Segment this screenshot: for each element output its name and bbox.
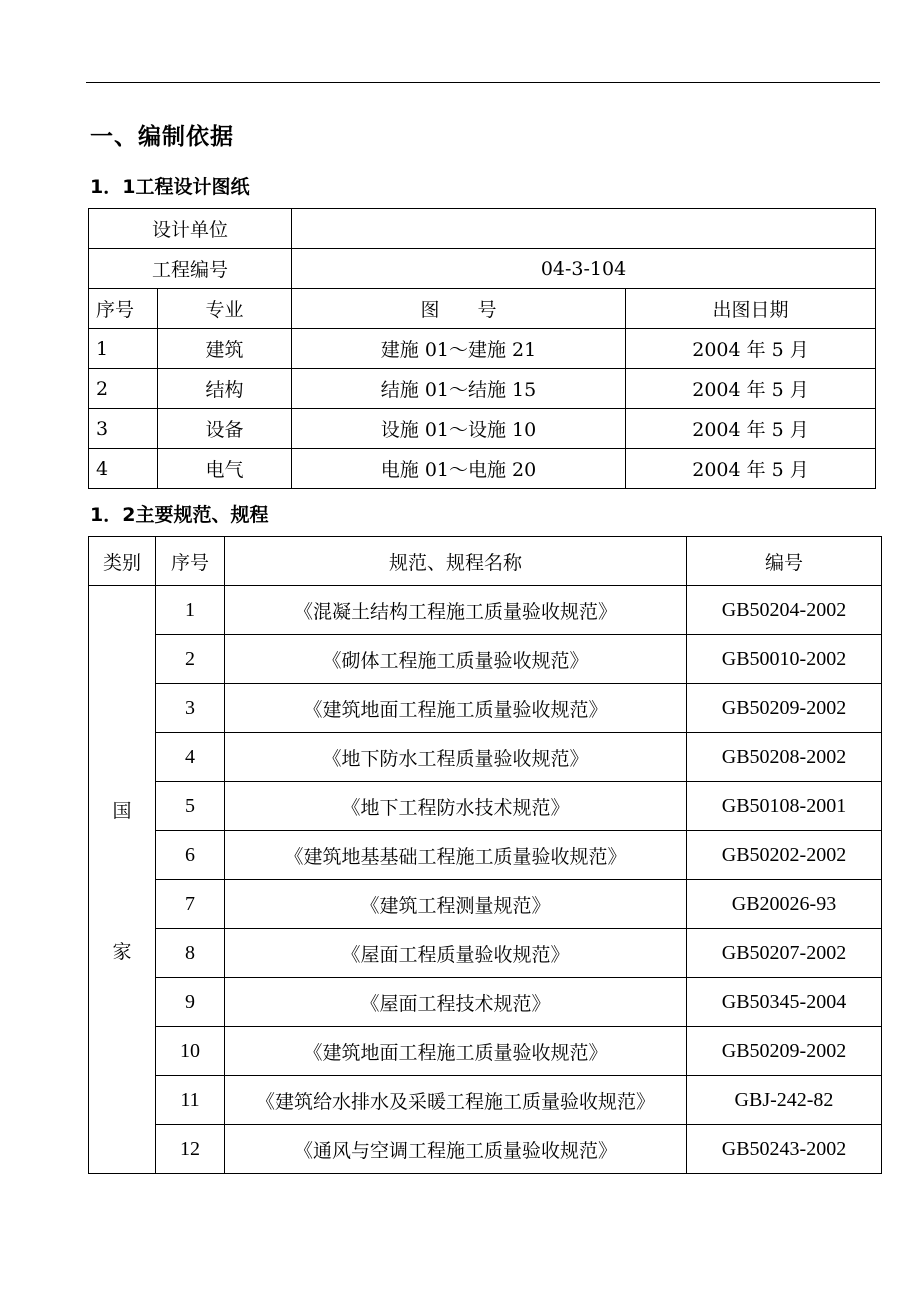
standard-name-cell: 《建筑地面工程施工质量验收规范》	[225, 684, 687, 733]
standards-table	[88, 536, 882, 1174]
header-cell: 序号	[89, 289, 158, 329]
issue-date-cell: 2004 年 5 月	[626, 449, 876, 489]
table-row	[89, 1027, 882, 1076]
table-row	[89, 409, 876, 449]
issue-date-cell: 2004 年 5 月	[626, 369, 876, 409]
table-row	[89, 1125, 882, 1174]
standard-code-cell: GB50204-2002	[687, 586, 882, 635]
row-number: 2	[89, 369, 158, 409]
project-no-label: 工程编号	[89, 249, 292, 289]
standard-name-cell: 《屋面工程质量验收规范》	[225, 929, 687, 978]
discipline-cell: 设备	[158, 409, 292, 449]
drawing-no-cell: 电施 01～电施 20	[292, 449, 626, 489]
header-cell: 出图日期	[626, 289, 876, 329]
row-number: 4	[156, 733, 225, 782]
table-row	[89, 586, 882, 635]
standard-code-cell: GB50207-2002	[687, 929, 882, 978]
row-number: 9	[156, 978, 225, 1027]
standard-code-cell: GB50209-2002	[687, 1027, 882, 1076]
standard-name-cell: 《混凝土结构工程施工质量验收规范》	[225, 586, 687, 635]
standard-name-cell: 《砌体工程施工质量验收规范》	[225, 635, 687, 684]
drawings-header-row	[89, 289, 876, 329]
standard-code-cell: GB50209-2002	[687, 684, 882, 733]
standard-name-cell: 《地下工程防水技术规范》	[225, 782, 687, 831]
standard-code-cell: GB50010-2002	[687, 635, 882, 684]
design-unit-value	[292, 209, 876, 249]
standard-name-cell: 《建筑地面工程施工质量验收规范》	[225, 1027, 687, 1076]
row-number: 3	[89, 409, 158, 449]
row-number: 3	[156, 684, 225, 733]
header-cell: 图 号	[292, 289, 626, 329]
table-row	[89, 831, 882, 880]
row-number: 5	[156, 782, 225, 831]
table-row	[89, 978, 882, 1027]
header-cell: 序号	[156, 537, 225, 586]
category-char: 国	[112, 799, 132, 822]
table-row	[89, 369, 876, 409]
header-cell: 编号	[687, 537, 882, 586]
row-number: 7	[156, 880, 225, 929]
table-row	[89, 782, 882, 831]
design-unit-label: 设计单位	[89, 209, 292, 249]
section-title-standards: 1．2主要规范、规程	[90, 504, 269, 526]
table-row	[89, 329, 876, 369]
drawing-no-cell: 结施 01～结施 15	[292, 369, 626, 409]
row-number: 4	[89, 449, 158, 489]
drawings-table	[88, 208, 876, 489]
standard-name-cell: 《建筑工程测量规范》	[225, 880, 687, 929]
standard-name-cell: 《屋面工程技术规范》	[225, 978, 687, 1027]
standard-name-cell: 《通风与空调工程施工质量验收规范》	[225, 1125, 687, 1174]
table-row	[89, 684, 882, 733]
row-number: 12	[156, 1125, 225, 1174]
standard-code-cell: GB50108-2001	[687, 782, 882, 831]
standard-code-cell: GB50208-2002	[687, 733, 882, 782]
standard-code-cell: GB50243-2002	[687, 1125, 882, 1174]
drawing-no-cell: 设施 01～设施 10	[292, 409, 626, 449]
standard-code-cell: GB20026-93	[687, 880, 882, 929]
row-number: 6	[156, 831, 225, 880]
discipline-cell: 电气	[158, 449, 292, 489]
section-title-drawings: 1．1工程设计图纸	[90, 176, 250, 198]
table-row	[89, 929, 882, 978]
discipline-cell: 建筑	[158, 329, 292, 369]
standard-name-cell: 《建筑地基基础工程施工质量验收规范》	[225, 831, 687, 880]
page-heading: 一、编制依据	[90, 124, 234, 150]
standard-code-cell: GBJ-242-82	[687, 1076, 882, 1125]
standard-code-cell: GB50202-2002	[687, 831, 882, 880]
category-cell	[89, 586, 156, 1174]
row-number: 1	[156, 586, 225, 635]
table-row	[89, 880, 882, 929]
issue-date-cell: 2004 年 5 月	[626, 409, 876, 449]
table-row	[89, 635, 882, 684]
header-cell: 专业	[158, 289, 292, 329]
project-no-value: 04-3-104	[292, 249, 876, 289]
standard-name-cell: 《地下防水工程质量验收规范》	[225, 733, 687, 782]
header-cell: 规范、规程名称	[225, 537, 687, 586]
table-row	[89, 733, 882, 782]
discipline-cell: 结构	[158, 369, 292, 409]
header-rule	[86, 82, 880, 83]
project-no-row	[89, 249, 876, 289]
issue-date-cell: 2004 年 5 月	[626, 329, 876, 369]
standard-code-cell: GB50345-2004	[687, 978, 882, 1027]
standard-name-cell: 《建筑给水排水及采暖工程施工质量验收规范》	[225, 1076, 687, 1125]
standards-header-row	[89, 537, 882, 586]
row-number: 10	[156, 1027, 225, 1076]
row-number: 11	[156, 1076, 225, 1125]
row-number: 2	[156, 635, 225, 684]
row-number: 1	[89, 329, 158, 369]
header-cell: 类别	[89, 537, 156, 586]
design-unit-row	[89, 209, 876, 249]
row-number: 8	[156, 929, 225, 978]
category-char: 家	[112, 940, 132, 963]
drawing-no-cell: 建施 01～建施 21	[292, 329, 626, 369]
table-row	[89, 449, 876, 489]
table-row	[89, 1076, 882, 1125]
